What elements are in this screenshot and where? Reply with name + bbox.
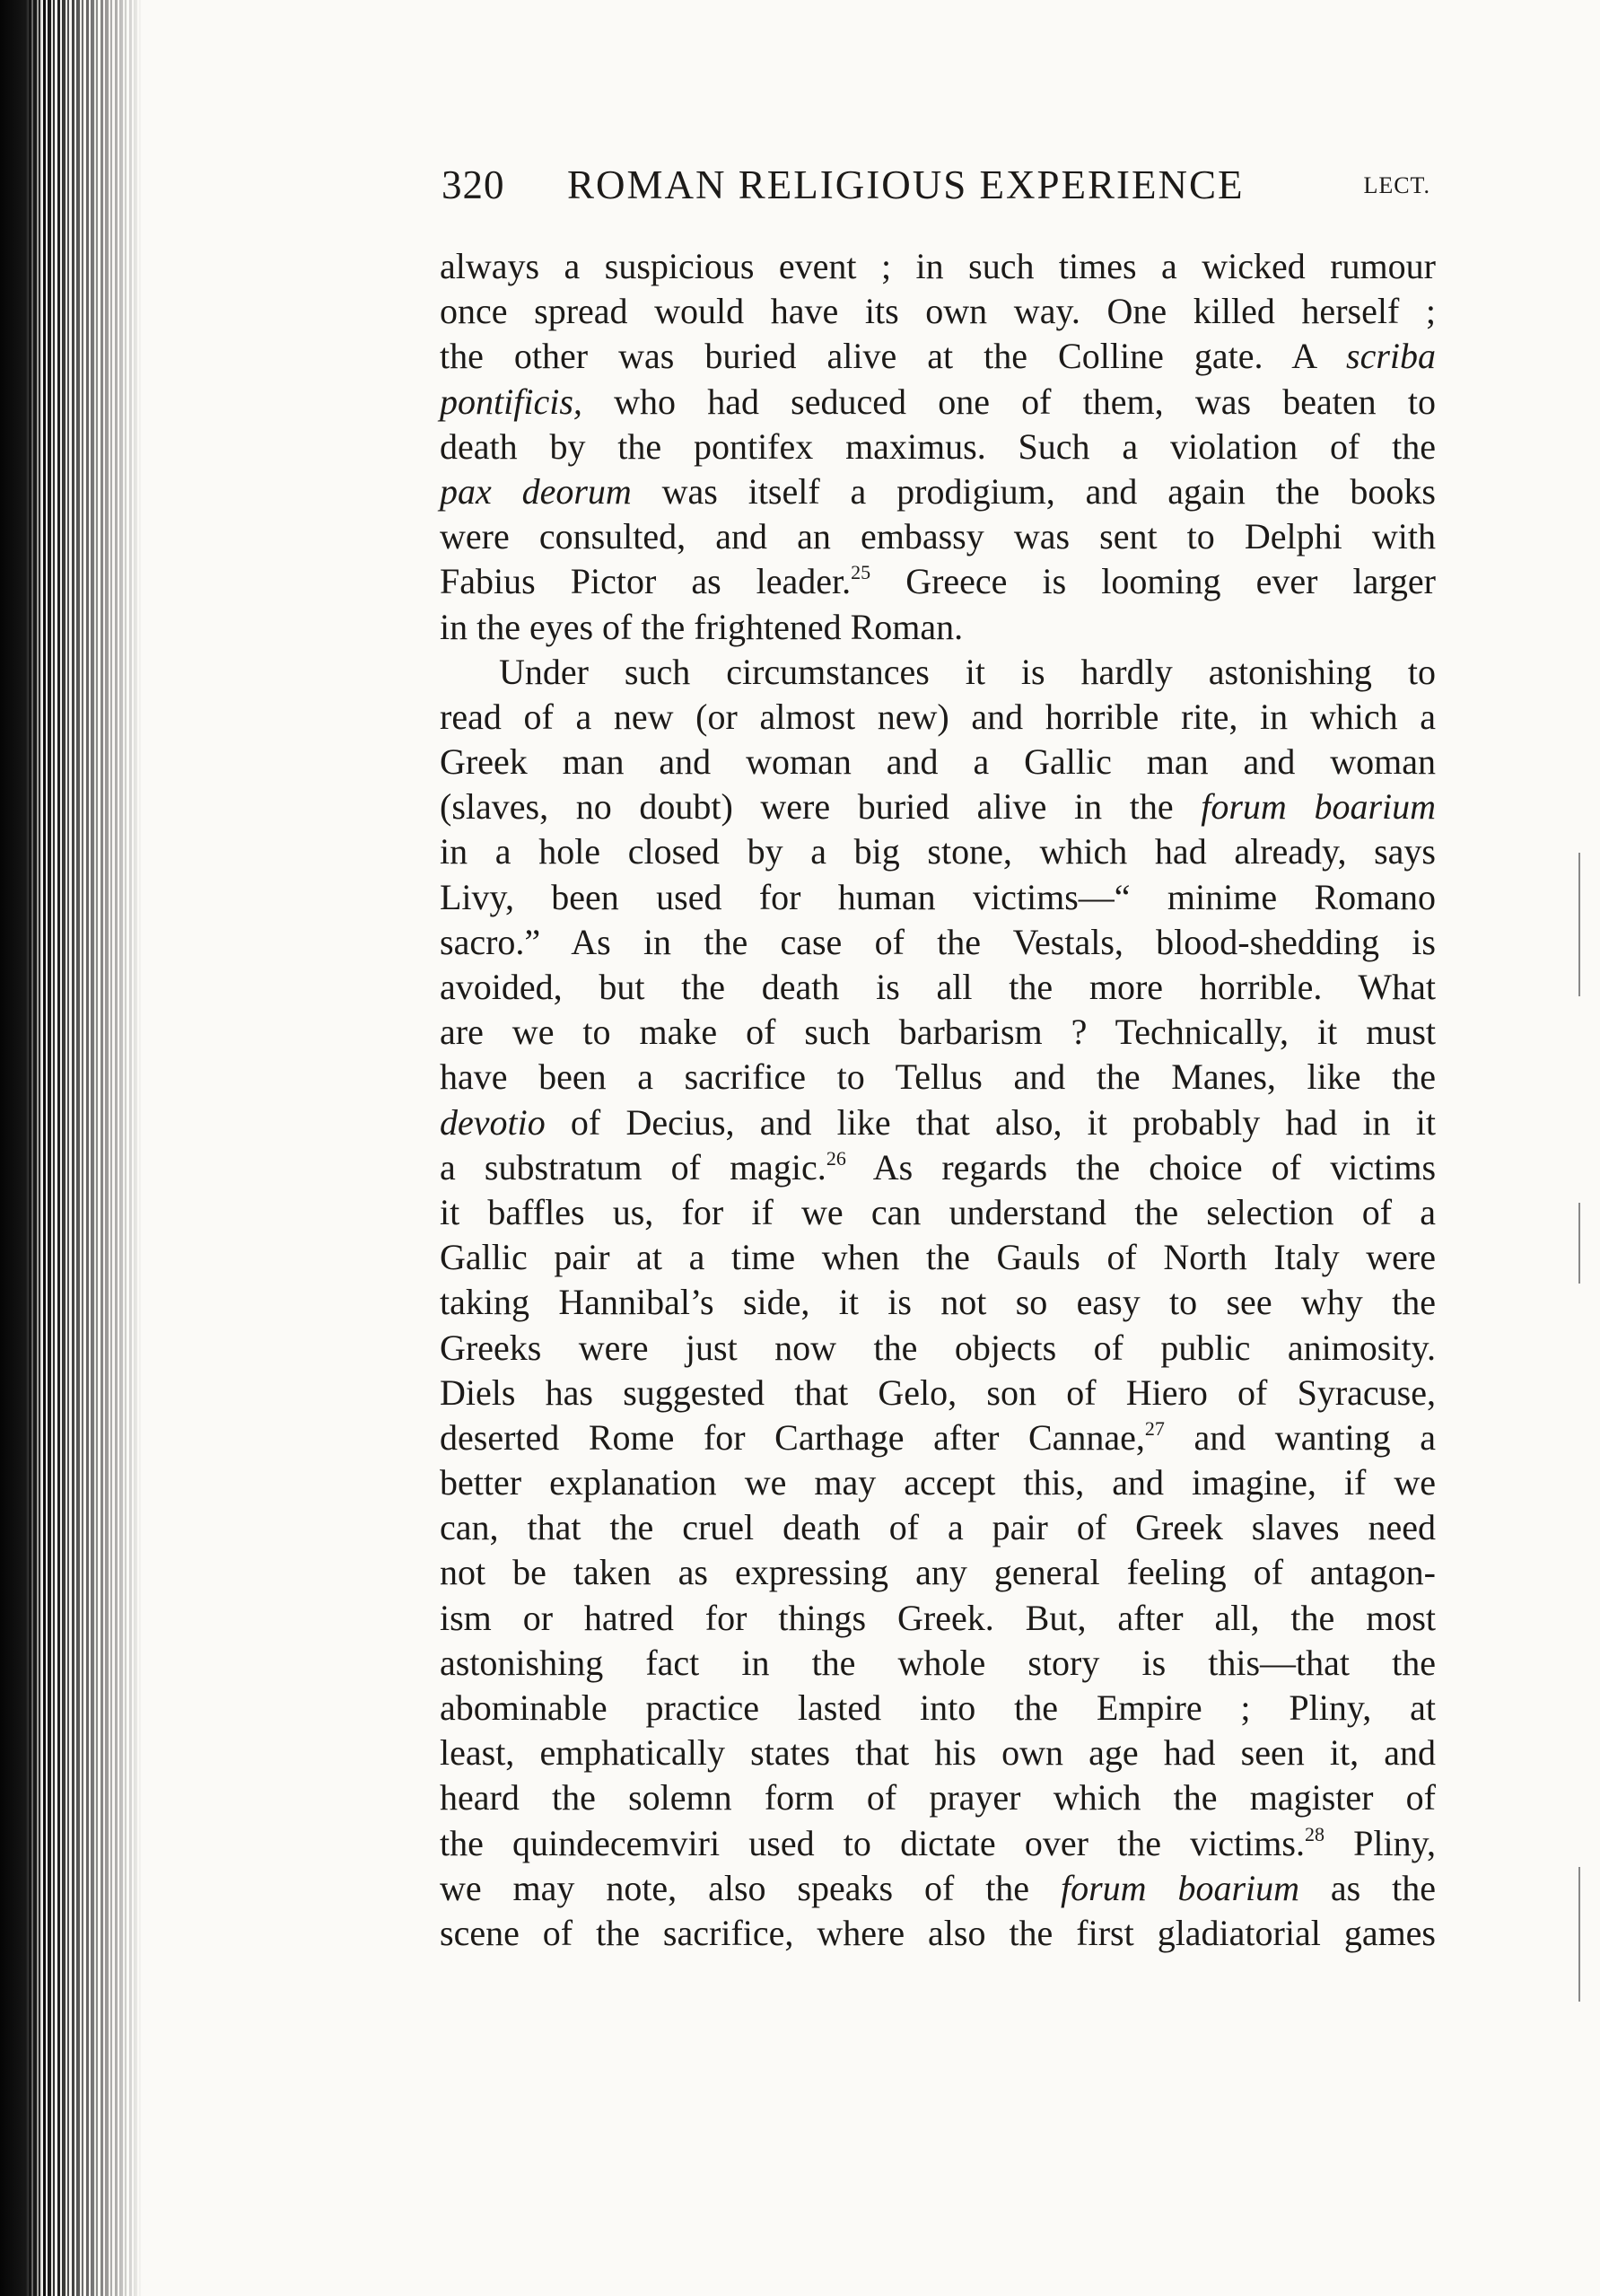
text-line <box>440 605 1436 650</box>
text-run: of Decius, and like that also, it probably had in it <box>545 1101 1436 1143</box>
text-run: can, that the cruel death of a pair of Greek slaves need <box>440 1507 1436 1548</box>
text-line <box>440 965 1436 1010</box>
text-run: ism or hatred for things Greek. But, after all, the most <box>440 1597 1436 1638</box>
text-run: sacro.” As in the case of the Vestals, blood-shedding is <box>440 921 1436 962</box>
text-line <box>440 1190 1436 1235</box>
text-line <box>440 1821 1436 1866</box>
text-run: taking Hannibal’s side, it is not so easy to see why the <box>440 1282 1436 1323</box>
text-line <box>440 1460 1436 1505</box>
text-run: death by the pontifex maximus. Such a violation of the <box>440 425 1436 467</box>
text-run: have been a sacrifice to Tellus and the Manes, like the <box>440 1056 1436 1098</box>
text-line <box>440 1596 1436 1641</box>
text-run: heard the solemn form of prayer which the magister of <box>440 1777 1436 1818</box>
text-line <box>440 1731 1436 1775</box>
text-line <box>440 1911 1436 1956</box>
text-run: deserted Rome for Carthage after Cannae, <box>440 1416 1145 1458</box>
running-title: ROMAN RELIGIOUS EXPERIENCE <box>567 162 1245 207</box>
text-line <box>440 1326 1436 1371</box>
footnote-ref: 25 <box>851 561 871 584</box>
text-run: in a hole closed by a big stone, which had already, says <box>440 831 1436 872</box>
text-run: not be taken as expressing any general feeling of antagon- <box>440 1552 1436 1593</box>
text-run: the quindecemviri used to dictate over the victims. <box>440 1822 1305 1863</box>
text-line <box>440 1775 1436 1820</box>
text-run: the other was buried alive at the Colline gate. A <box>440 336 1346 377</box>
text-run: in the eyes of the frightened Roman. <box>440 606 964 647</box>
text-run: Livy, been used for human victims—“ minime Romano <box>440 876 1436 917</box>
text-run: it baffles us, for if we can understand the selection of a <box>440 1191 1436 1232</box>
text-line <box>440 1235 1436 1280</box>
text-run: always a suspicious event ; in such times a wicked rumour <box>440 246 1436 286</box>
body-text <box>440 244 1436 1956</box>
text-line <box>440 1010 1436 1055</box>
text-run: better explanation we may accept this, and imagine, if we <box>440 1462 1436 1503</box>
text-line <box>440 740 1436 784</box>
text-line <box>440 469 1436 514</box>
text-line <box>440 1100 1436 1145</box>
text-line <box>440 1371 1436 1415</box>
book-spine-shadow <box>0 0 43 2296</box>
footnote-ref: 26 <box>826 1146 846 1170</box>
text-run: and wanting a <box>1164 1416 1437 1458</box>
text-line <box>440 514 1436 559</box>
text-line <box>440 920 1436 965</box>
text-run: we may note, also speaks of the <box>440 1867 1061 1908</box>
text-run: Under such circumstances it is hardly astonishing to <box>499 651 1436 692</box>
text-line <box>440 1055 1436 1100</box>
italic-text: devotio <box>440 1101 546 1143</box>
text-line <box>440 559 1436 604</box>
text-run: Pliny, <box>1324 1822 1436 1863</box>
text-line <box>440 784 1436 829</box>
text-run: once spread would have its own way. One killed herself ; <box>440 291 1436 332</box>
text-run: As regards the choice of victims <box>845 1146 1437 1187</box>
text-line <box>440 1550 1436 1595</box>
text-line <box>440 1866 1436 1911</box>
italic-text: forum boarium <box>1060 1867 1300 1908</box>
text-run: Greeks were just now the objects of public animosity. <box>440 1327 1436 1368</box>
italic-text: pax deorum <box>440 470 632 512</box>
text-line <box>440 1280 1436 1325</box>
footnote-ref: 27 <box>1144 1416 1165 1440</box>
text-line <box>440 695 1436 740</box>
right-margin-marks <box>1578 853 1582 2020</box>
text-run: abominable practice lasted into the Empire ; Pliny, at <box>440 1687 1436 1728</box>
text-line <box>440 1686 1436 1731</box>
text-line <box>440 1641 1436 1686</box>
page-number: 320 <box>442 162 505 207</box>
text-run: Diels has suggested that Gelo, son of Hiero of Syracuse, <box>440 1371 1436 1413</box>
text-line <box>440 334 1436 379</box>
text-run: as the <box>1299 1867 1437 1908</box>
text-line <box>440 1145 1436 1190</box>
text-line <box>440 380 1436 425</box>
text-run: were consulted, and an embassy was sent to Delphi with <box>440 516 1436 557</box>
text-line <box>440 289 1436 334</box>
text-run: avoided, but the death is all the more horrible. What <box>440 967 1436 1007</box>
text-line <box>440 1415 1436 1460</box>
italic-text: forum boarium <box>1201 786 1437 828</box>
text-run: are we to make of such barbarism ? Technically, it must <box>440 1012 1436 1053</box>
text-line <box>440 425 1436 469</box>
text-run: Greek man and woman and a Gallic man and woman <box>440 741 1436 783</box>
text-line <box>440 244 1436 289</box>
text-run: Gallic pair at a time when the Gauls of North Italy were <box>440 1237 1436 1278</box>
text-line <box>440 650 1436 695</box>
footnote-ref: 28 <box>1304 1822 1325 1845</box>
text-run: least, emphatically states that his own age had seen it, and <box>440 1732 1436 1774</box>
text-run: astonishing fact in the whole story is this—that the <box>440 1642 1436 1683</box>
running-header <box>442 162 1436 215</box>
text-run: who had seduced one of them, was beaten to <box>581 381 1436 422</box>
text-run: Greece is looming ever larger <box>870 561 1436 602</box>
text-run: was itself a prodigium, and again the books <box>631 470 1436 512</box>
text-line <box>440 829 1436 874</box>
text-run: read of a new (or almost new) and horrible rite, in which a <box>440 696 1436 737</box>
italic-text: pontificis, <box>440 381 582 422</box>
text-run: a substratum of magic. <box>440 1146 826 1187</box>
section-label: LECT. <box>1363 172 1430 198</box>
italic-text: scriba <box>1346 336 1436 377</box>
text-line <box>440 1505 1436 1550</box>
text-run: (slaves, no doubt) were buried alive in the <box>440 786 1202 828</box>
text-line <box>440 875 1436 920</box>
text-run: scene of the sacrifice, where also the first gladiatorial games <box>440 1912 1436 1953</box>
text-run: Fabius Pictor as leader. <box>440 561 852 602</box>
